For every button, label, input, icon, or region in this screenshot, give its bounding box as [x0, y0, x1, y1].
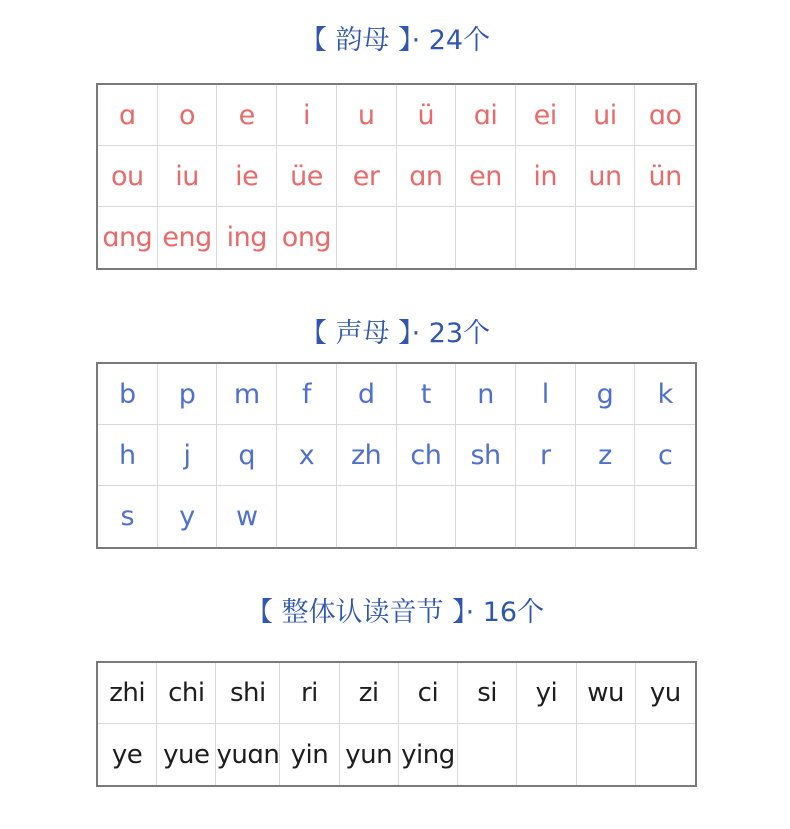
pinyin-cell: e — [217, 85, 277, 146]
pinyin-cell: u — [337, 85, 397, 146]
pinyin-cell: ye — [98, 724, 157, 785]
pinyin-cell: ɑ — [98, 85, 158, 146]
pinyin-cell: ying — [399, 724, 458, 785]
pinyin-cell: k — [635, 364, 695, 425]
pinyin-cell: ɑi — [456, 85, 516, 146]
pinyin-cell: g — [576, 364, 636, 425]
pinyin-cell: yuɑn — [216, 724, 280, 785]
pinyin-cell: si — [458, 663, 517, 724]
pinyin-cell: ong — [277, 207, 337, 268]
initials-title: 【 声母 】· 23个 — [299, 318, 491, 349]
pinyin-cell: ui — [576, 85, 636, 146]
pinyin-cell — [635, 207, 695, 268]
pinyin-cell: yi — [517, 663, 576, 724]
pinyin-cell: z — [576, 425, 636, 486]
pinyin-cell: zh — [337, 425, 397, 486]
pinyin-cell — [517, 724, 576, 785]
pinyin-cell: c — [635, 425, 695, 486]
pinyin-cell: shi — [216, 663, 280, 724]
pinyin-cell: j — [158, 425, 218, 486]
pinyin-cell: w — [217, 486, 277, 547]
pinyin-cell: zhi — [98, 663, 157, 724]
pinyin-cell — [397, 486, 457, 547]
pinyin-cell — [635, 486, 695, 547]
pinyin-cell: r — [516, 425, 576, 486]
pinyin-cell — [577, 724, 636, 785]
pinyin-cell — [458, 724, 517, 785]
pinyin-cell: q — [217, 425, 277, 486]
finals-title: 【 韵母 】· 24个 — [299, 25, 491, 56]
finals-grid — [96, 83, 697, 270]
pinyin-cell — [456, 486, 516, 547]
pinyin-cell: ün — [635, 146, 695, 207]
pinyin-cell: iu — [158, 146, 218, 207]
pinyin-cell: ie — [217, 146, 277, 207]
pinyin-cell: en — [456, 146, 516, 207]
pinyin-cell: chi — [157, 663, 216, 724]
pinyin-cell: s — [98, 486, 158, 547]
pinyin-cell: ri — [280, 663, 339, 724]
pinyin-cell: ei — [516, 85, 576, 146]
pinyin-cell: ɑng — [98, 207, 158, 268]
pinyin-cell — [516, 486, 576, 547]
pinyin-cell: ing — [217, 207, 277, 268]
pinyin-cell: ou — [98, 146, 158, 207]
pinyin-cell — [576, 207, 636, 268]
pinyin-cell — [337, 207, 397, 268]
pinyin-cell: un — [576, 146, 636, 207]
pinyin-cell: b — [98, 364, 158, 425]
pinyin-cell: ɑo — [635, 85, 695, 146]
whole-syllables-title: 【 整体认读音节 】· 16个 — [245, 597, 545, 628]
pinyin-cell — [397, 207, 457, 268]
pinyin-cell: o — [158, 85, 218, 146]
pinyin-cell: wu — [577, 663, 636, 724]
pinyin-cell: yu — [636, 663, 695, 724]
whole-syllables-grid — [96, 661, 697, 787]
pinyin-cell: n — [456, 364, 516, 425]
pinyin-cell: h — [98, 425, 158, 486]
pinyin-cell: yin — [280, 724, 339, 785]
pinyin-cell — [636, 724, 695, 785]
pinyin-cell: yue — [157, 724, 216, 785]
pinyin-cell: in — [516, 146, 576, 207]
pinyin-cell: ɑn — [397, 146, 457, 207]
pinyin-cell: ci — [399, 663, 458, 724]
pinyin-cell: m — [217, 364, 277, 425]
pinyin-cell: f — [277, 364, 337, 425]
pinyin-cell: d — [337, 364, 397, 425]
pinyin-cell — [516, 207, 576, 268]
pinyin-cell — [337, 486, 397, 547]
pinyin-cell — [576, 486, 636, 547]
pinyin-cell: ü — [397, 85, 457, 146]
pinyin-cell: x — [277, 425, 337, 486]
pinyin-cell: ch — [397, 425, 457, 486]
pinyin-cell: t — [397, 364, 457, 425]
pinyin-cell: er — [337, 146, 397, 207]
pinyin-cell: y — [158, 486, 218, 547]
pinyin-cell: i — [277, 85, 337, 146]
pinyin-cell: sh — [456, 425, 516, 486]
pinyin-cell: l — [516, 364, 576, 425]
initials-grid — [96, 362, 697, 549]
pinyin-cell — [277, 486, 337, 547]
pinyin-cell: yun — [340, 724, 399, 785]
pinyin-cell: p — [158, 364, 218, 425]
pinyin-cell: eng — [158, 207, 218, 268]
pinyin-cell: zi — [340, 663, 399, 724]
pinyin-cell — [456, 207, 516, 268]
pinyin-cell: üe — [277, 146, 337, 207]
